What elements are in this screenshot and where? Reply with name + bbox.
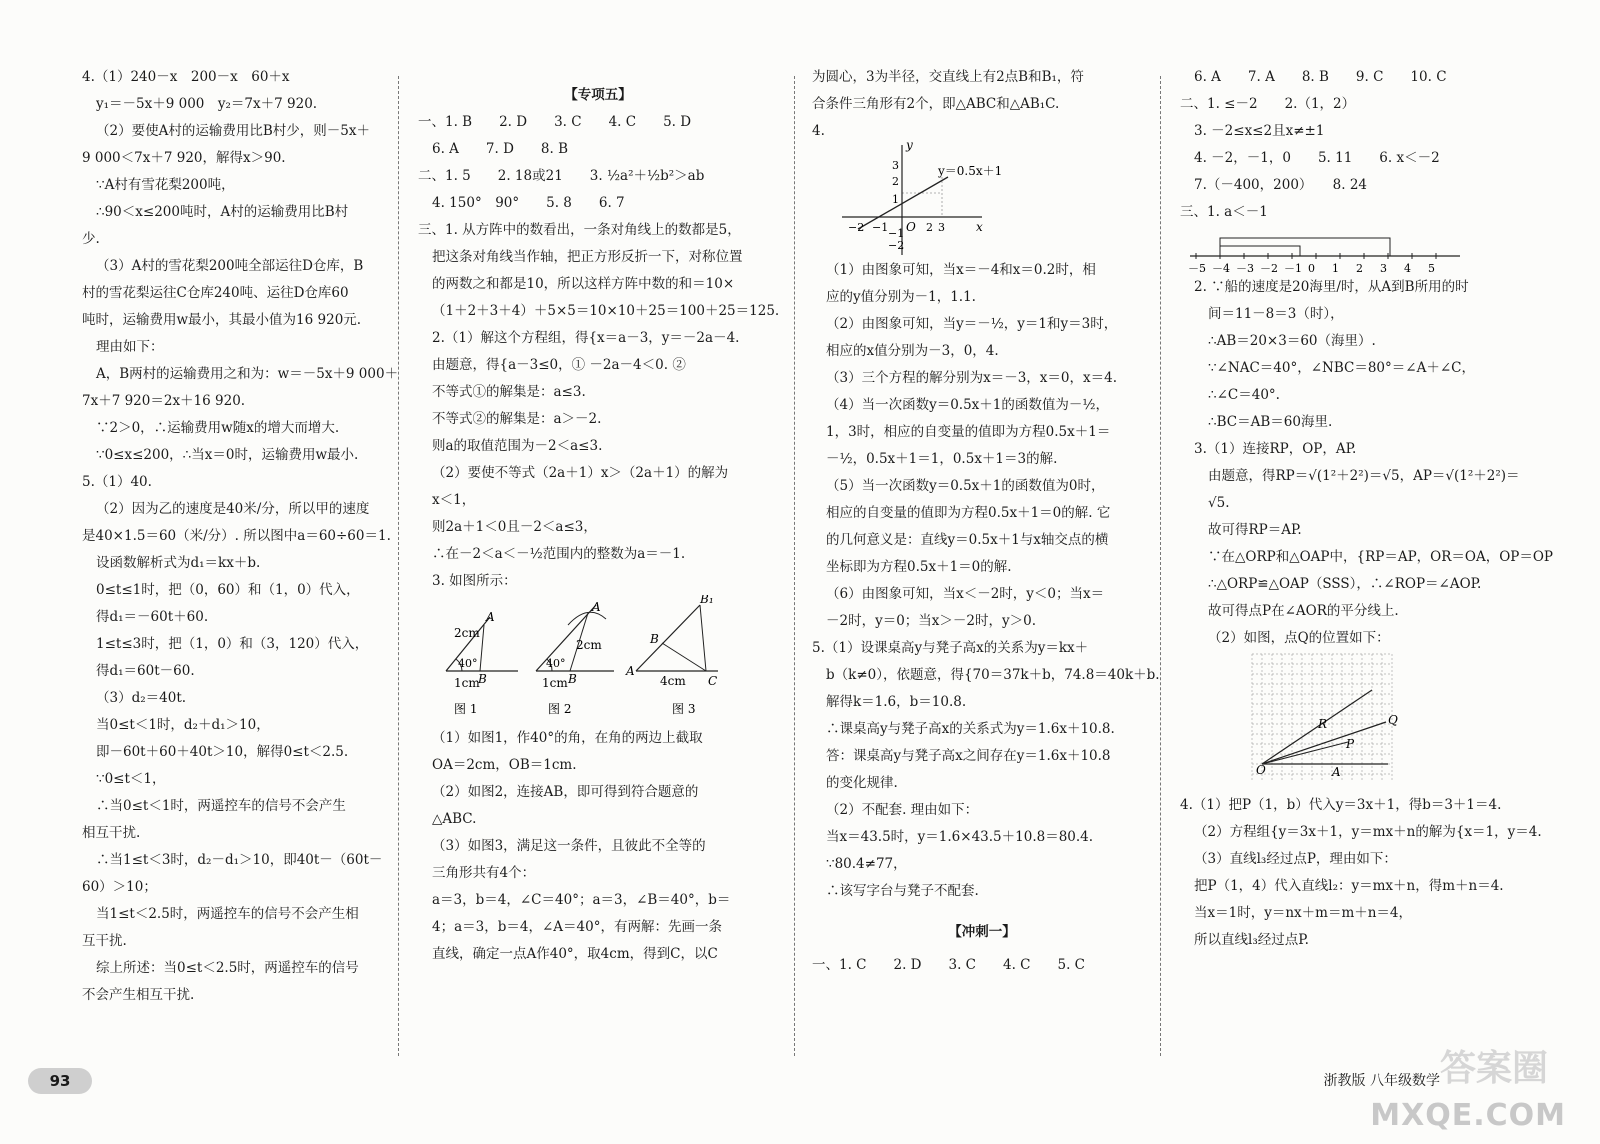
text-line: ∴课桌高y与凳子高x的关系式为y＝1.6x＋10.8. — [826, 721, 1115, 737]
label-B: B — [478, 672, 487, 686]
text-line: 不等式②的解集是：a＞－2. — [432, 411, 602, 427]
text-line: 0≤t≤1时，把（0，60）和（1，0）代入， — [96, 582, 360, 598]
label-4cm: 4cm — [660, 674, 686, 688]
text-line: 的几何意义是：直线y＝0.5x＋1与x轴交点的横 — [826, 532, 1109, 548]
number-line-label: －1 — [1284, 262, 1302, 274]
column-2 — [418, 64, 778, 968]
label-O: O — [1256, 763, 1266, 777]
number-line-label: －2 — [1260, 262, 1278, 274]
text-line: 直线，确定一点A作40°，取4cm，得到C，以C — [432, 946, 718, 962]
column-1 — [82, 64, 399, 1009]
text-line: ∵∠NAC＝40°，∠NBC＝80°＝∠A＋∠C， — [1208, 360, 1475, 376]
column-divider — [794, 76, 795, 1056]
text-line: 由题意，得{a－3≤0，① －2a－4＜0. ② — [432, 357, 686, 373]
text-line: （1）如图1，作40°的角，在角的两边上截取 — [432, 730, 703, 746]
text-line: （6）由图象可知，当x＜－2时，y＜0；当x＝ — [826, 586, 1105, 602]
tick-label: −1 — [872, 221, 889, 234]
label-40deg: 40° — [546, 657, 566, 670]
text-line: 不等式①的解集是：a≤3. — [432, 384, 586, 400]
text-line: （2）要使A村的运输费用比B村少，则－5x＋ — [96, 123, 370, 139]
column-4 — [1180, 64, 1580, 954]
number-line-label: 1 — [1332, 262, 1339, 274]
text-line: 把P（1，4）代入直线l₂：y＝mx＋n，得m＋n＝4. — [1194, 878, 1504, 894]
text-line: 互干扰. — [82, 933, 127, 949]
number-line-label: －3 — [1236, 262, 1254, 274]
text-line: 吨时，运输费用w最小，其最小值为16 920元. — [82, 312, 362, 328]
text-line: 3. 如图所示： — [432, 573, 517, 589]
text-line: 相应的自变量的值即为方程0.5x＋1＝0的解. 它 — [826, 505, 1111, 521]
page-number: 93 — [28, 1068, 92, 1094]
text-line: 1≤t≤3时，把（1，0）和（3，120）代入， — [96, 636, 369, 652]
label-B1: B₁ — [700, 595, 714, 606]
text-line: （1）由图象可知，当x＝－4和x＝0.2时，相 — [826, 262, 1096, 278]
text-line: 的两数之和都是10，所以这样方阵中数的和＝10× — [432, 276, 735, 292]
text-line: 把这条对角线当作轴，把正方形反折一下，对称位置 — [432, 249, 743, 265]
label-A: A — [1332, 765, 1341, 779]
text-line: （3）如图3，满足这一条件，且彼此不全等的 — [432, 838, 706, 854]
text-line: （2）不配套. 理由如下： — [826, 802, 979, 818]
text-line: 答：课桌高y与凳子高x之间存在y＝1.6x＋10.8 — [826, 748, 1111, 764]
label-B: B — [650, 632, 659, 646]
number-line-label: －5 — [1188, 262, 1206, 274]
text-line: ∴该写字台与凳子不配套. — [826, 883, 979, 899]
text-line: 三、1. a＜－1 — [1180, 204, 1268, 220]
column-divider — [398, 76, 399, 1056]
number-line-label: －4 — [1212, 262, 1230, 274]
label-P: P — [1346, 737, 1355, 751]
text-line: √5. — [1208, 495, 1230, 511]
text-line: 60）＞10； — [82, 879, 157, 895]
label-R: R — [1318, 717, 1328, 731]
label-2cm: 2cm — [576, 638, 602, 652]
footer-text: 浙教版 八年级数学 — [1323, 1073, 1440, 1089]
text-line: （3）三个方程的解分别为x＝－3，x＝0，x＝4. — [826, 370, 1117, 386]
text-line: （3）A村的雪花梨200吨全部运往D仓库，B — [96, 258, 364, 274]
text-line: A，B两村的运输费用之和为：w＝－5x＋9 000＋ — [96, 366, 399, 382]
text-line: 三角形共有4个： — [432, 865, 536, 881]
text-line: a＝3，b＝4，∠C＝40°；a＝3，∠B＝40°，b＝ — [432, 892, 731, 908]
text-line: 理由如下： — [96, 339, 164, 355]
text-line: 6. A 7. D 8. B — [432, 141, 569, 157]
watermark-logo: 答案圈 — [1439, 1048, 1548, 1089]
section-title: 【冲刺一】 — [948, 924, 1016, 940]
text-line: （1＋2＋3＋4）＋5×5＝10×10＋25＝100＋25＝125. — [432, 303, 780, 319]
text-line: 所以直线l₃经过点P. — [1194, 932, 1309, 948]
figure-3-caption: 图 3 — [672, 702, 696, 716]
linear-function-graph — [812, 137, 1152, 257]
text-line: 3.（1）连接RP，OP，AP. — [1194, 441, 1357, 457]
text-line: 当x＝43.5时，y＝1.6×43.5＋10.8＝80.4. — [826, 829, 1094, 845]
tick-label: −1 — [888, 227, 905, 240]
text-line: 4. 150° 90° 5. 8 6. 7 — [432, 195, 625, 211]
text-line: 解得k＝1.6，b＝10.8. — [826, 694, 967, 710]
text-line: 为圆心，3为半径，交直线上有2点B和B₁，符 — [812, 69, 1084, 85]
label-Q: Q — [1388, 713, 1398, 727]
text-line: ∴90＜x≤200吨时，A村的运输费用比B村 — [96, 204, 349, 220]
text-line: 4.（1）把P（1，b）代入y＝3x＋1，得b＝3＋1＝4. — [1180, 797, 1502, 813]
text-line: ∵0≤t＜1， — [96, 771, 166, 787]
text-line: ∴△ORP≌△OAP（SSS），∴∠ROP＝∠AOP. — [1208, 576, 1482, 592]
text-line: ∴AB＝20×3＝60（海里）. — [1208, 333, 1376, 349]
text-line: 得d₁＝－60t＋60. — [96, 609, 209, 625]
text-line: OA＝2cm，OB＝1cm. — [432, 757, 577, 773]
text-line: 6. A 7. A 8. B 9. C 10. C — [1194, 69, 1447, 85]
figure-1-caption: 图 1 — [454, 702, 478, 716]
number-line-label: 4 — [1404, 262, 1411, 274]
text-line: ∴BC＝AB＝60海里. — [1208, 414, 1333, 430]
text-line: 相互干扰. — [82, 825, 141, 841]
y-axis-label: y — [906, 138, 913, 152]
text-line: ∵在△ORP和△OAP中，{RP＝AP，OR＝OA，OP＝OP — [1208, 549, 1554, 565]
text-line: （2）方程组{y＝3x＋1，y＝mx＋n的解为{x＝1，y＝4. — [1194, 824, 1542, 840]
text-line: 当1≤t＜2.5时，两遥控车的信号不会产生相 — [96, 906, 359, 922]
grid-svg — [1248, 652, 1408, 782]
text-line: （5）当一次函数y＝0.5x＋1的函数值为0时， — [826, 478, 1105, 494]
text-line: （3）直线l₃经过点P，理由如下： — [1194, 851, 1397, 867]
number-line-svg — [1180, 226, 1480, 274]
label-1cm: 1cm — [454, 676, 480, 690]
text-line: 2. ∵船的速度是20海里/时，从A到B所用的时 — [1194, 279, 1469, 295]
triangle-figures — [418, 595, 778, 725]
label-C: C — [708, 674, 718, 688]
text-line: ∴∠C＝40°. — [1208, 387, 1280, 403]
text-line: 5.（1）设课桌高y与凳子高x的关系为y＝kx＋ — [812, 640, 1089, 656]
label-B: B — [568, 672, 577, 686]
text-line: 合条件三角形有2个，即△ABC和△AB₁C. — [812, 96, 1060, 112]
text-line: ∴当0≤t＜1时，两遥控车的信号不会产生 — [96, 798, 346, 814]
text-line: 三、1. 从方阵中的数看出，一条对角线上的数都是5， — [418, 222, 741, 238]
text-line: （2）要使不等式（2a＋1）x＞（2a＋1）的解为 — [432, 465, 729, 481]
text-line: △ABC. — [432, 811, 477, 827]
text-line: 综上所述：当0≤t＜2.5时，两遥控车的信号 — [96, 960, 359, 976]
watermark-url: MXQE.COM — [1370, 1098, 1566, 1133]
text-line: 5.（1）40. — [82, 474, 152, 490]
text-line: 村的雪花梨运往C仓库240吨、运往D仓库60 — [82, 285, 349, 301]
text-line: 当0≤t＜1时，d₂＋d₁＞10， — [96, 717, 270, 733]
tick-label: −2 — [888, 239, 905, 252]
label-A: A — [626, 664, 635, 678]
line-label: y＝0.5x＋1 — [938, 164, 1003, 178]
text-line: 由题意，得RP＝√(1²＋2²)＝√5，AP＝√(1²＋2²)＝ — [1208, 468, 1520, 484]
section-title: 【专项五】 — [564, 87, 632, 103]
figure-2-caption: 图 2 — [548, 702, 572, 716]
text-line: （2）如图，点Q的位置如下： — [1208, 630, 1390, 646]
text-line: 一、1. B 2. D 3. C 4. C 5. D — [418, 114, 692, 130]
column-divider — [1160, 76, 1161, 1056]
text-line: （4）当一次函数y＝0.5x＋1的函数值为－½， — [826, 397, 1109, 413]
text-line: 少. — [82, 231, 100, 247]
text-line: 二、1. 5 2. 18或21 3. ½a²＋½b²＞ab — [418, 168, 705, 184]
construction-figures — [418, 595, 778, 725]
text-line: 间＝11－8＝3（时）， — [1208, 306, 1344, 322]
tick-label: 1 — [892, 193, 899, 206]
tick-label: 2 — [926, 221, 933, 234]
text-line: 3. －2≤x≤2且x≠±1 — [1194, 123, 1325, 139]
text-line: （2）因为乙的速度是40米/分，所以甲的速度 — [96, 501, 370, 517]
label-A: A — [592, 600, 601, 614]
text-line: 则2a＋1＜0且－2＜a≤3， — [432, 519, 597, 535]
text-line: x＜1， — [432, 492, 476, 508]
text-line: 二、1. ≤－2 2.（1，2） — [1180, 96, 1356, 112]
text-line: －2时，y＝0；当x＞－2时，y＞0. — [826, 613, 1037, 629]
text-line: 4. — [812, 123, 825, 139]
number-line-label: 5 — [1428, 262, 1435, 274]
text-line: （2）由图象可知，当y＝－½，y＝1和y＝3时， — [826, 316, 1118, 332]
function-graph — [812, 137, 1152, 257]
text-line: 相应的x值分别为－3，0，4. — [826, 343, 999, 359]
answer-line: 一、1. C 2. D 3. C 4. C 5. C — [812, 957, 1085, 973]
text-line: －½，0.5x＋1＝1，0.5x＋1＝3的解. — [826, 451, 1058, 467]
text-line: 1，3时，相应的自变量的值即为方程0.5x＋1＝ — [826, 424, 1111, 440]
text-line: ∵2＞0，∴运输费用w随x的增大而增大. — [96, 420, 340, 436]
text-line: ∵80.4≠77， — [826, 856, 907, 872]
text-line: 应的y值分别为－1，1.1. — [826, 289, 976, 305]
text-line: 坐标即为方程0.5x＋1＝0的解. — [826, 559, 1012, 575]
text-line: 的变化规律. — [826, 775, 898, 791]
tick-label: 2 — [892, 175, 899, 188]
text-line: ∵0≤x≤200，∴当x＝0时，运输费用w最小. — [96, 447, 359, 463]
label-2cm: 2cm — [454, 626, 480, 640]
text-line: 当x＝1时，y＝nx＋m＝m＋n＝4， — [1194, 905, 1413, 921]
text-line: （2）如图2，连接AB，即可得到符合题意的 — [432, 784, 699, 800]
text-line: ∵A村有雪花梨200吨， — [96, 177, 235, 193]
text-line: 7x＋7 920＝2x＋16 920. — [82, 393, 246, 409]
text-line: y₁＝－5x＋9 000 y₂＝7x＋7 920. — [96, 96, 318, 112]
text-line: b（k≠0），依题意，得{70＝37k＋b，74.8＝40k＋b. — [826, 667, 1160, 683]
tick-label: −2 — [848, 221, 865, 234]
text-line: 不会产生相互干扰. — [82, 987, 195, 1003]
tick-label: 3 — [938, 221, 945, 234]
grid-figure — [1180, 652, 1580, 792]
text-line: 故可得点P在∠AOR的平分线上. — [1208, 603, 1399, 619]
text-line: 故可得RP＝AP. — [1208, 522, 1302, 538]
tick-label: 3 — [892, 159, 899, 172]
text-line: 是40×1.5＝60（米/分）. 所以图中a＝60÷60＝1. — [82, 528, 391, 544]
text-line: 4. －2，－1，0 5. 11 6. x＜－2 — [1194, 150, 1440, 166]
text-line: 即－60t＋60＋40t＞10，解得0≤t＜2.5. — [96, 744, 349, 760]
number-line-label: 0 — [1308, 262, 1315, 274]
text-line: 则a的取值范围为－2＜a≤3. — [432, 438, 603, 454]
number-line-label: 3 — [1380, 262, 1387, 274]
label-40deg: 40° — [458, 657, 478, 670]
text-line: 4.（1）240－x 200－x 60＋x — [82, 69, 290, 85]
text-line: 设函数解析式为d₁＝kx＋b. — [96, 555, 261, 571]
label-A: A — [486, 610, 495, 624]
number-line-label: 2 — [1356, 262, 1363, 274]
text-line: 得d₁＝60t－60. — [96, 663, 195, 679]
origin-label: O — [906, 220, 916, 234]
label-1cm: 1cm — [542, 676, 568, 690]
text-line: 4；a＝3，b＝4，∠A＝40°，有两解：先画一条 — [432, 919, 722, 935]
x-axis-label: x — [976, 220, 983, 234]
text-line: ∴在－2＜a＜－½范围内的整数为a＝－1. — [432, 546, 686, 562]
text-line: ∴当1≤t＜3时，d₂－d₁＞10，即40t－（60t－ — [96, 852, 383, 868]
text-line: 7.（－400，200） 8. 24 — [1194, 177, 1368, 193]
column-3 — [812, 64, 1160, 979]
text-line: 2.（1）解这个方程组，得{x＝a－3，y＝－2a－4. — [432, 330, 740, 346]
text-line: （3）d₂＝40t. — [96, 690, 187, 706]
text-line: 9 000＜7x＋7 920，解得x＞90. — [82, 150, 286, 166]
number-line — [1180, 226, 1580, 274]
